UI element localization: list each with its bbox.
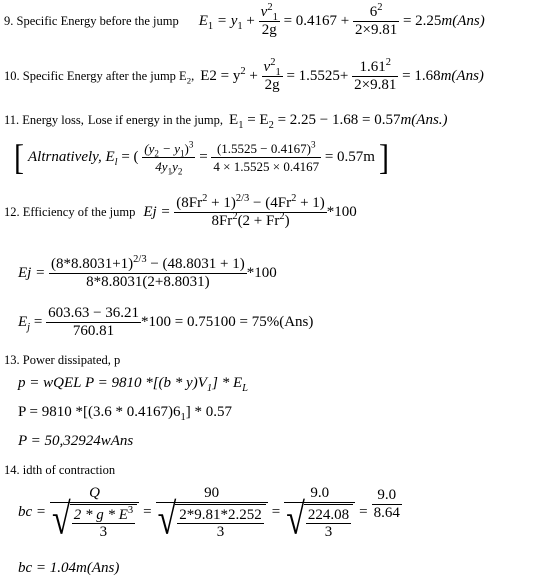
step-10 — [4, 59, 484, 94]
step-14-equation: bc = Q √ $\frac{2 * g * E^3}{3}$ = 90 √ $\frac{2*9.81*2.252}{3}$ = 9.0 √ $\frac{224.08}{3}$ = $\frac{9.0}{8.64}$ — [18, 485, 400, 545]
step-11-equation: $E_1 = E_2 = 2.25 - 1.68 = 0.57m(Ans.)$ — [229, 112, 448, 131]
step-12 — [4, 195, 357, 230]
step-13-line-1: p = wQEL P = 9810 $*[(b * y)V_1] * E_L$ — [18, 375, 248, 394]
step-12-substitution: Ej = $\frac{(8*8.8031+1)^{2/3} - (48.8031 + 1)}{8*8.8031(2+8.8031)}$ *100 — [18, 254, 277, 290]
alternative-equation: Altrnatively, $E_l$ = ( $\frac{(y_2 - y_1)^3}{4y_1y_2}$ = $\frac{(1.5525 - 0.4167)^3}{4 \times 1.5525 \times 0.4167}$ = 0.57m — [28, 139, 375, 177]
step-12-equation: Ej = $\frac{(8Fr^2 + 1)^{2/3} - (4Fr^2 + 1)}{8Fr^2(2 + Fr^2)}$ *100 — [143, 193, 357, 229]
step-14-result: bc = 1.04m(Ans) — [18, 560, 120, 576]
step-13-line-3: P = 50,32924wAns — [18, 433, 134, 449]
step-11 — [4, 112, 448, 129]
step-11-sublabel: Lose if energy in the jump, — [87, 113, 224, 127]
step-9 — [4, 4, 485, 39]
step-11-label: 11. Energy loss, — [4, 113, 84, 127]
step-10-label: 10. Specific Energy after the jump $E_2$, — [4, 69, 195, 86]
step-10-equation: $E2 = y^2$ + $\frac{v^2_1}{2g}$ = 1.5525+ $\frac{1.61^2}{2\times 9.81}$ = 1.68m(Ans) — [200, 57, 484, 93]
step-12-result: $E_j$ = $\frac{603.63 - 36.21}{760.81}$ *100 = 0.75100 = 75%(Ans) — [18, 305, 314, 339]
step-12-label: 12. Efficiency of the jump — [4, 205, 136, 219]
step-14-label: 14. idth of contraction — [4, 463, 116, 477]
alternative-box: [ Altrnatively, $E_l$ = ( $\frac{(y_2 - y_1)^3}{4y_1y_2}$ = $\frac{(1.5525 - 0.4167)^3}{4 \times 1.5525 \times 0.4167}$ = 0.57m ] — [14, 137, 389, 177]
step-13-line-2: P = 9810 $*[(3.6 * 0.4167)6_1] * 0.57$ — [18, 404, 232, 423]
step-13-label: 13. Power dissipated, p — [4, 353, 121, 367]
step-9-label: 9. Specific Energy before the jump — [4, 14, 179, 28]
step-9-equation: $E_1 = y_1$ + $\frac{v^2_1}{2g}$ = 0.4167 + $\frac{6^2}{2\times 9.81}$ = 2.25m(Ans) — [198, 2, 485, 38]
